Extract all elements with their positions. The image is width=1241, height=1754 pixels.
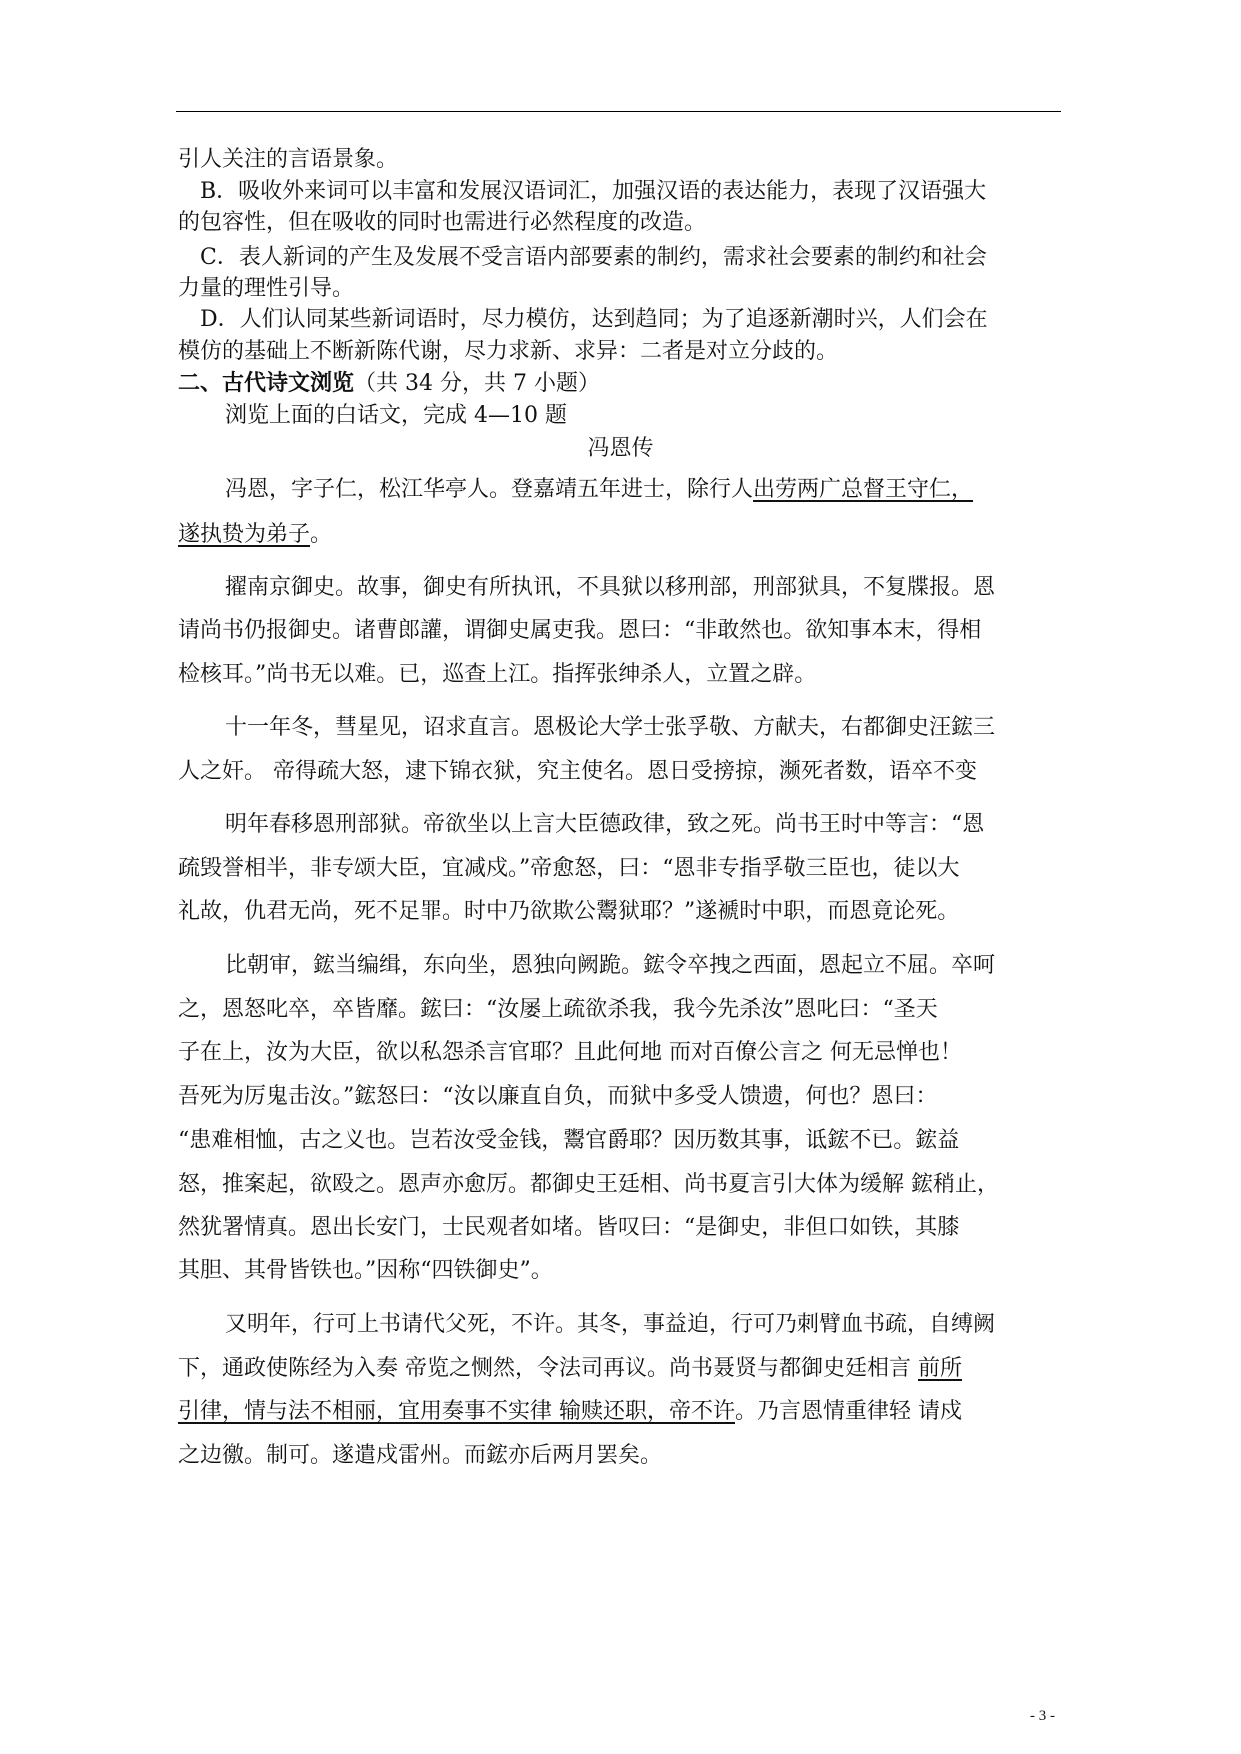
option-b-line1: B．吸收外来词可以丰富和发展汉语词汇，加强汉语的表达能力，表现了汉语强大 <box>200 179 987 204</box>
para5-line1: 比朝审，鋐当编缉，东向坐，恩独向阙跪。鋐令卒拽之西面，恩起立不屈。卒呵 <box>225 953 996 978</box>
para1-text: 冯恩，字子仁，松江华亭人。登嘉靖五年进士，除行人 <box>225 477 754 502</box>
option-c-line2: 力量的理性引导。 <box>178 276 355 301</box>
option-a-tail: 引人关注的言语景象。 <box>178 147 399 172</box>
option-d-line2: 模仿的基础上不断新陈代谢，尽力求新、求异：二者是对立分歧的。 <box>178 339 839 364</box>
para2-line2: 请尚书仍报御史。诸曹郎讙，谓御史属吏我。恩曰：“非敢然也。欲知事本末，得相 <box>178 618 982 643</box>
para6-line3-text: 。乃言恩情重律轻 请戍 <box>735 1399 962 1424</box>
para6-line2 <box>178 1354 962 1384</box>
para1-line1 <box>225 475 973 505</box>
para4-line3: 礼故，仇君无尚，死不足罪。时中乃欲欺公鬻狱耶？”遂褫时中职，而恩竟论死。 <box>178 899 960 924</box>
para3-line1: 十一年冬，彗星见，诏求直言。恩极论大学士张孚敬、方献夫，右都御史汪鋐三 <box>225 715 996 740</box>
header-rule <box>176 111 1061 112</box>
para6-line3 <box>178 1397 962 1427</box>
para3-line2: 人之奸。 帝得疏大怒，逮下锦衣狱，究主使名。恩日受搒掠，濒死者数，语卒不变 <box>178 759 977 784</box>
para6-line4: 之边徼。制可。遂遣戍雷州。而鋐亦后两月罢矣。 <box>178 1443 663 1468</box>
para5-line5: “患难相恤，古之义也。岂若汝受金钱，鬻官爵耶？因历数其事，诋鋐不已。鋐益 <box>178 1128 960 1153</box>
underlined-phrase-1a: 出劳两广总督王守仁， <box>753 477 974 502</box>
underlined-phrase-6a: 前所 <box>918 1356 963 1381</box>
page-number: - 3 - <box>1030 1708 1055 1724</box>
para4-line1: 明年春移恩刑部狱。帝欲坐以上言大臣德政律，致之死。尚书王时中等言：“恩 <box>225 812 985 837</box>
passage-title: 冯恩传 <box>587 436 654 461</box>
section-instruction: 浏览上面的白话文，完成 4—10 题 <box>225 403 567 428</box>
underlined-phrase-6b: 引律，情与法不相丽，宜用奏事不实律 输赎还职，帝不许 <box>178 1399 735 1424</box>
section-heading <box>178 368 600 399</box>
para6-line1: 又明年，行可上书请代父死，不许。其冬，事益迫，行可乃刺臂血书疏，自缚阙 <box>225 1312 996 1337</box>
para4-line2: 疏毁誉相半，非专颂大臣，宜减戍。”帝愈怒，曰：“恩非专指孚敬三臣也，徒以大 <box>178 856 960 881</box>
para2-line1: 擢南京御史。故事，御史有所执讯，不具狱以移刑部，刑部狱具，不复牒报。恩 <box>225 575 996 600</box>
option-c-line1: C．表人新词的产生及发展不受言语内部要素的制约，需求社会要素的制约和社会 <box>200 245 987 270</box>
para5-line2: 之，恩怒叱卒，卒皆靡。鋐曰：“汝屡上疏欲杀我，我今先杀汝”恩叱曰：“圣天 <box>178 997 938 1022</box>
para5-line4: 吾死为厉鬼击汝。”鋐怒曰：“汝以廉直自负，而狱中多受人馈遗，何也？恩曰： <box>178 1084 938 1109</box>
option-b-line2: 的包容性，但在吸收的同时也需进行必然程度的改造。 <box>178 210 707 235</box>
underlined-phrase-1b: 遂执贽为弟子 <box>178 522 311 547</box>
section-heading-title: 二、古代诗文浏览 <box>178 370 355 396</box>
para5-line7: 然犹署情真。恩出长安门，士民观者如堵。皆叹曰：“是御史，非但口如铁，其膝 <box>178 1215 960 1240</box>
para1-line2 <box>178 520 332 550</box>
option-d-line1: D．人们认同某些新词语时，尽力模仿，达到趋同；为了追逐新潮时兴，人们会在 <box>200 307 988 332</box>
para2-line3: 检核耳。”尚书无以难。已，巡查上江。指挥张绅杀人，立置之辟。 <box>178 662 817 687</box>
para5-line8: 其胆、其骨皆铁也。”因称“四铁御史”。 <box>178 1258 553 1283</box>
section-heading-note: （共 34 分，共 7 小题） <box>354 371 600 396</box>
para5-line6: 怒，推案起，欲殴之。恩声亦愈厉。都御史王廷相、尚书夏言引大体为缓解 鋐稍止， <box>178 1172 999 1197</box>
para1-tail: 。 <box>310 522 333 547</box>
para5-line3: 子在上，汝为大臣，欲以私怨杀言官耶？且此何地 而对百僚公言之 何无忌惮也！ <box>178 1040 962 1065</box>
para6-line2-text: 下，通政使陈经为入奏 帝览之恻然，令法司再议。尚书聂贤与都御史廷相言 <box>178 1356 918 1381</box>
